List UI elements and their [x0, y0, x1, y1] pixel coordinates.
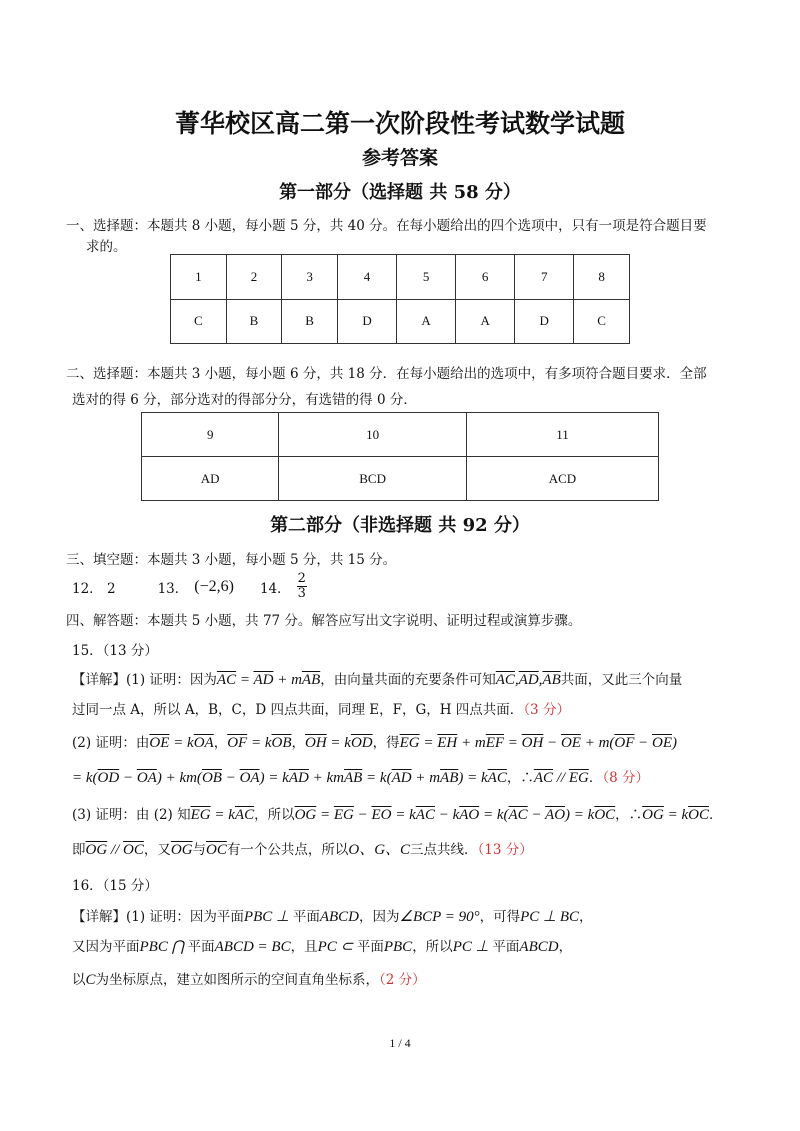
math: ,	[514, 672, 519, 688]
section-two-text-cont: 选对的得 6 分，部分选对的得部分分，有选错的得 0 分．	[72, 392, 417, 408]
math: −	[527, 807, 546, 823]
text: ，可得	[479, 909, 521, 925]
math: + m(	[580, 735, 615, 751]
text: 平面	[492, 939, 520, 955]
text: 以	[72, 972, 86, 988]
vector: $\overline{AC}$	[487, 770, 507, 786]
part-two-heading: 第二部分（非选择题 共 92 分）	[270, 515, 530, 536]
vector: $\overline{OB}$	[271, 735, 292, 751]
math: + m	[457, 735, 486, 751]
text: ，由向量共面的充要条件可知	[320, 672, 496, 688]
vector: $\overline{OA}$	[136, 770, 157, 786]
math: −	[543, 735, 561, 751]
math: + m	[273, 672, 302, 688]
vector: $\overline{OF}$	[614, 735, 635, 751]
text: ，∴	[615, 807, 643, 823]
q15-line	[72, 803, 722, 824]
vector: $\overline{OC}$	[688, 807, 709, 823]
vector: $\overline{AD}$	[518, 672, 539, 688]
vector: $\overline{OD}$	[350, 735, 373, 751]
vector: $\overline{EH}$	[437, 735, 458, 751]
vector: $\overline{OG}$	[294, 807, 317, 823]
vector: $\overline{AC}$	[216, 672, 237, 688]
text: 平面	[356, 939, 384, 955]
text: 三点共线．	[410, 842, 478, 858]
document-subtitle: 参考答案	[361, 147, 438, 169]
answer-cell: B	[282, 299, 338, 344]
question-number-cell: 5	[397, 255, 456, 300]
math: − k	[434, 807, 460, 823]
math: ABCD	[319, 909, 359, 925]
text: (2) 证明：由	[72, 735, 150, 751]
vector: $\overline{OG}$	[85, 842, 108, 858]
math: = k(	[362, 770, 392, 786]
math: ∠BCP = 90°	[399, 909, 480, 925]
q16-line	[72, 905, 593, 926]
vector: $\overline{EF}$	[485, 735, 505, 751]
math: = k	[247, 735, 272, 751]
text: ，因为	[359, 909, 400, 925]
text: ，得	[372, 735, 400, 751]
vector: $\overline{AB}$	[542, 672, 561, 688]
text: ，	[213, 735, 228, 751]
text: ，所以	[254, 807, 295, 823]
answer-cell: AD	[142, 457, 279, 501]
question-number-cell: 9	[142, 413, 279, 457]
vector: $\overline{EG}$	[568, 770, 589, 786]
math: PBC ⊥	[243, 909, 293, 925]
math: = k	[663, 807, 689, 823]
math: O、G、C	[348, 842, 411, 858]
vector: $\overline{AC}$	[495, 672, 515, 688]
numerator: 2	[297, 571, 306, 586]
math: =	[504, 735, 522, 751]
question-number-cell: 2	[226, 255, 282, 300]
q16-line	[72, 935, 572, 956]
question-number-cell: 11	[466, 413, 658, 457]
vector: $\overline{AC}$	[234, 807, 255, 823]
vector: $\overline{AC}$	[415, 807, 435, 823]
text: 过同一点 A，所以 A，B，C，D 四点共面，同理 E，F，G，H 四点共面．	[72, 702, 524, 718]
vector: $\overline{AC}$	[533, 770, 553, 786]
answer-13: (−2,6)	[194, 577, 234, 595]
text: ，	[291, 735, 305, 751]
answer-cell: ACD	[466, 457, 658, 501]
answer-14-fraction	[297, 572, 307, 601]
section-one-text: 一、选择题：本题共 8 小题，每小题 5 分，共 40 分。在每小题给出的四个选项中，只有一项是符合题目要	[66, 218, 707, 234]
text: 平面	[292, 909, 320, 925]
score-note: （2 分）	[379, 972, 426, 988]
math: = k	[210, 807, 235, 823]
math: = k	[391, 807, 416, 823]
math: = k	[326, 735, 351, 751]
answer-table-1	[170, 254, 630, 344]
section-two-text: 二、选择题：本题共 3 小题，每小题 6 分，共 18 分．在每小题给出的选项中，有多项符合题目要求．全部	[66, 366, 707, 382]
q15-line	[72, 731, 677, 752]
vector: $\overline{EG}$	[333, 807, 354, 823]
text: 【详解】(1) 证明：因为	[72, 672, 217, 688]
text: (3) 证明：由 (2) 知	[72, 807, 191, 823]
math: ABCD = BC	[214, 939, 291, 955]
vector: $\overline{AD}$	[288, 770, 309, 786]
math: −	[119, 770, 137, 786]
answer-cell: C	[574, 299, 630, 344]
math: PC ⊥	[452, 939, 493, 955]
q15-heading: 15．（13 分）	[72, 643, 158, 659]
text: 即	[72, 842, 86, 858]
math: =	[236, 672, 254, 688]
text: ，所以	[412, 939, 453, 955]
math: = k(	[72, 770, 98, 786]
vector: $\overline{AO}$	[545, 807, 566, 823]
math: + m	[411, 770, 441, 786]
q15-line	[72, 698, 570, 718]
q15-line	[72, 668, 682, 689]
score-note: （3 分）	[523, 702, 570, 718]
question-number-cell: 1	[171, 255, 227, 300]
text: 与	[192, 842, 207, 858]
text: ，	[558, 939, 573, 955]
math: C	[85, 972, 96, 988]
math: //	[107, 842, 124, 858]
answer-cell: C	[171, 299, 227, 344]
vector: $\overline{OG}$	[642, 807, 664, 823]
math: ) + km(	[156, 770, 202, 786]
question-number-cell: 7	[515, 255, 574, 300]
vector: $\overline{OC}$	[123, 842, 144, 858]
vector: $\overline{OC}$	[594, 807, 616, 823]
answer-cell: D	[515, 299, 574, 344]
text: ，又	[143, 842, 171, 858]
text: 平面	[187, 939, 215, 955]
vector: $\overline{OE}$	[149, 735, 170, 751]
math: −	[353, 807, 372, 823]
question-number-cell: 4	[337, 255, 396, 300]
part-one-heading: 第一部分（选择题 共 58 分）	[279, 182, 521, 203]
section-one-text-cont: 求的。	[86, 239, 127, 255]
text: ，∴	[506, 770, 534, 786]
math: =	[316, 807, 334, 823]
document-title: 菁华校区高二第一次阶段性考试数学试题	[174, 109, 625, 138]
text: 共面，又此三个向量	[560, 672, 683, 688]
math: ABCD	[519, 939, 559, 955]
answer-cell: B	[226, 299, 282, 344]
vector: $\overline{AD}$	[253, 672, 274, 688]
math: =	[419, 735, 438, 751]
vector: $\overline{AD}$	[391, 770, 412, 786]
score-note: （8 分）	[602, 770, 649, 786]
math: PC ⊥ BC	[520, 909, 580, 925]
math: PBC ⋂	[139, 939, 188, 955]
answer-cell: A	[456, 299, 515, 344]
math: −	[634, 735, 653, 751]
text: ．	[708, 807, 723, 823]
q16-heading: 16．（15 分）	[72, 878, 158, 894]
math: = k(	[479, 807, 509, 823]
label-14: 14．	[259, 580, 291, 597]
text: 为坐标原点，建立如图所示的空间直角坐标系，	[95, 972, 380, 988]
answer-12: 12． 2	[72, 580, 116, 597]
vector: $\overline{AC}$	[508, 807, 528, 823]
vector: $\overline{OH}$	[521, 735, 544, 751]
math: + km	[308, 770, 344, 786]
score-note: （13 分）	[477, 842, 533, 858]
vector: $\overline{AB}$	[301, 672, 321, 688]
math: ) = k	[259, 770, 289, 786]
answer-table-2	[141, 412, 659, 501]
q16-line	[72, 968, 426, 989]
math: ) = k	[458, 770, 488, 786]
math: PBC	[383, 939, 413, 955]
vector: $\overline{EG}$	[399, 735, 420, 751]
vector: $\overline{EG}$	[190, 807, 211, 823]
vector: $\overline{OE}$	[560, 735, 581, 751]
vector: $\overline{EO}$	[371, 807, 392, 823]
math: ,	[538, 672, 543, 688]
vector: $\overline{OB}$	[201, 770, 222, 786]
vector: $\overline{AB}$	[440, 770, 459, 786]
vector: $\overline{OC}$	[206, 842, 227, 858]
text: 有一个公共点，所以	[226, 842, 349, 858]
question-number-cell: 8	[574, 255, 630, 300]
answer-cell: D	[337, 299, 396, 344]
math: //	[553, 770, 569, 786]
math: )	[672, 735, 678, 751]
q15-line	[72, 766, 649, 787]
vector: $\overline{OG}$	[170, 842, 193, 858]
answer-cell: A	[397, 299, 456, 344]
denominator: 3	[297, 586, 306, 601]
answer-cell: BCD	[279, 457, 467, 501]
vector: $\overline{AO}$	[459, 807, 480, 823]
page-number: 1 / 4	[389, 1036, 411, 1050]
math: = k	[169, 735, 194, 751]
math: ) = k	[565, 807, 595, 823]
text: ，且	[290, 939, 318, 955]
text: 【详解】(1) 证明：因为平面	[72, 909, 244, 925]
vector: $\overline{OE}$	[652, 735, 673, 751]
text: 又因为平面	[72, 939, 140, 955]
text: ．	[588, 770, 603, 786]
q15-line	[72, 838, 533, 859]
math: −	[221, 770, 240, 786]
text: ，	[579, 909, 593, 925]
vector: $\overline{AB}$	[343, 770, 363, 786]
math: PC ⊂	[317, 939, 357, 955]
section-three-text: 三、填空题：本题共 3 小题，每小题 5 分，共 15 分。	[66, 552, 397, 568]
label-13: 13．	[157, 580, 189, 597]
vector: $\overline{OH}$	[304, 735, 327, 751]
vector: $\overline{OF}$	[227, 735, 248, 751]
question-number-cell: 6	[456, 255, 515, 300]
vector: $\overline{OA}$	[239, 770, 260, 786]
question-number-cell: 10	[279, 413, 467, 457]
question-number-cell: 3	[282, 255, 338, 300]
vector: $\overline{OA}$	[193, 735, 214, 751]
vector: $\overline{OD}$	[97, 770, 120, 786]
section-four-text: 四、解答题：本题共 5 小题，共 77 分。解答应写出文字说明、证明过程或演算步骤。	[66, 613, 582, 629]
fill-answers	[72, 572, 307, 601]
